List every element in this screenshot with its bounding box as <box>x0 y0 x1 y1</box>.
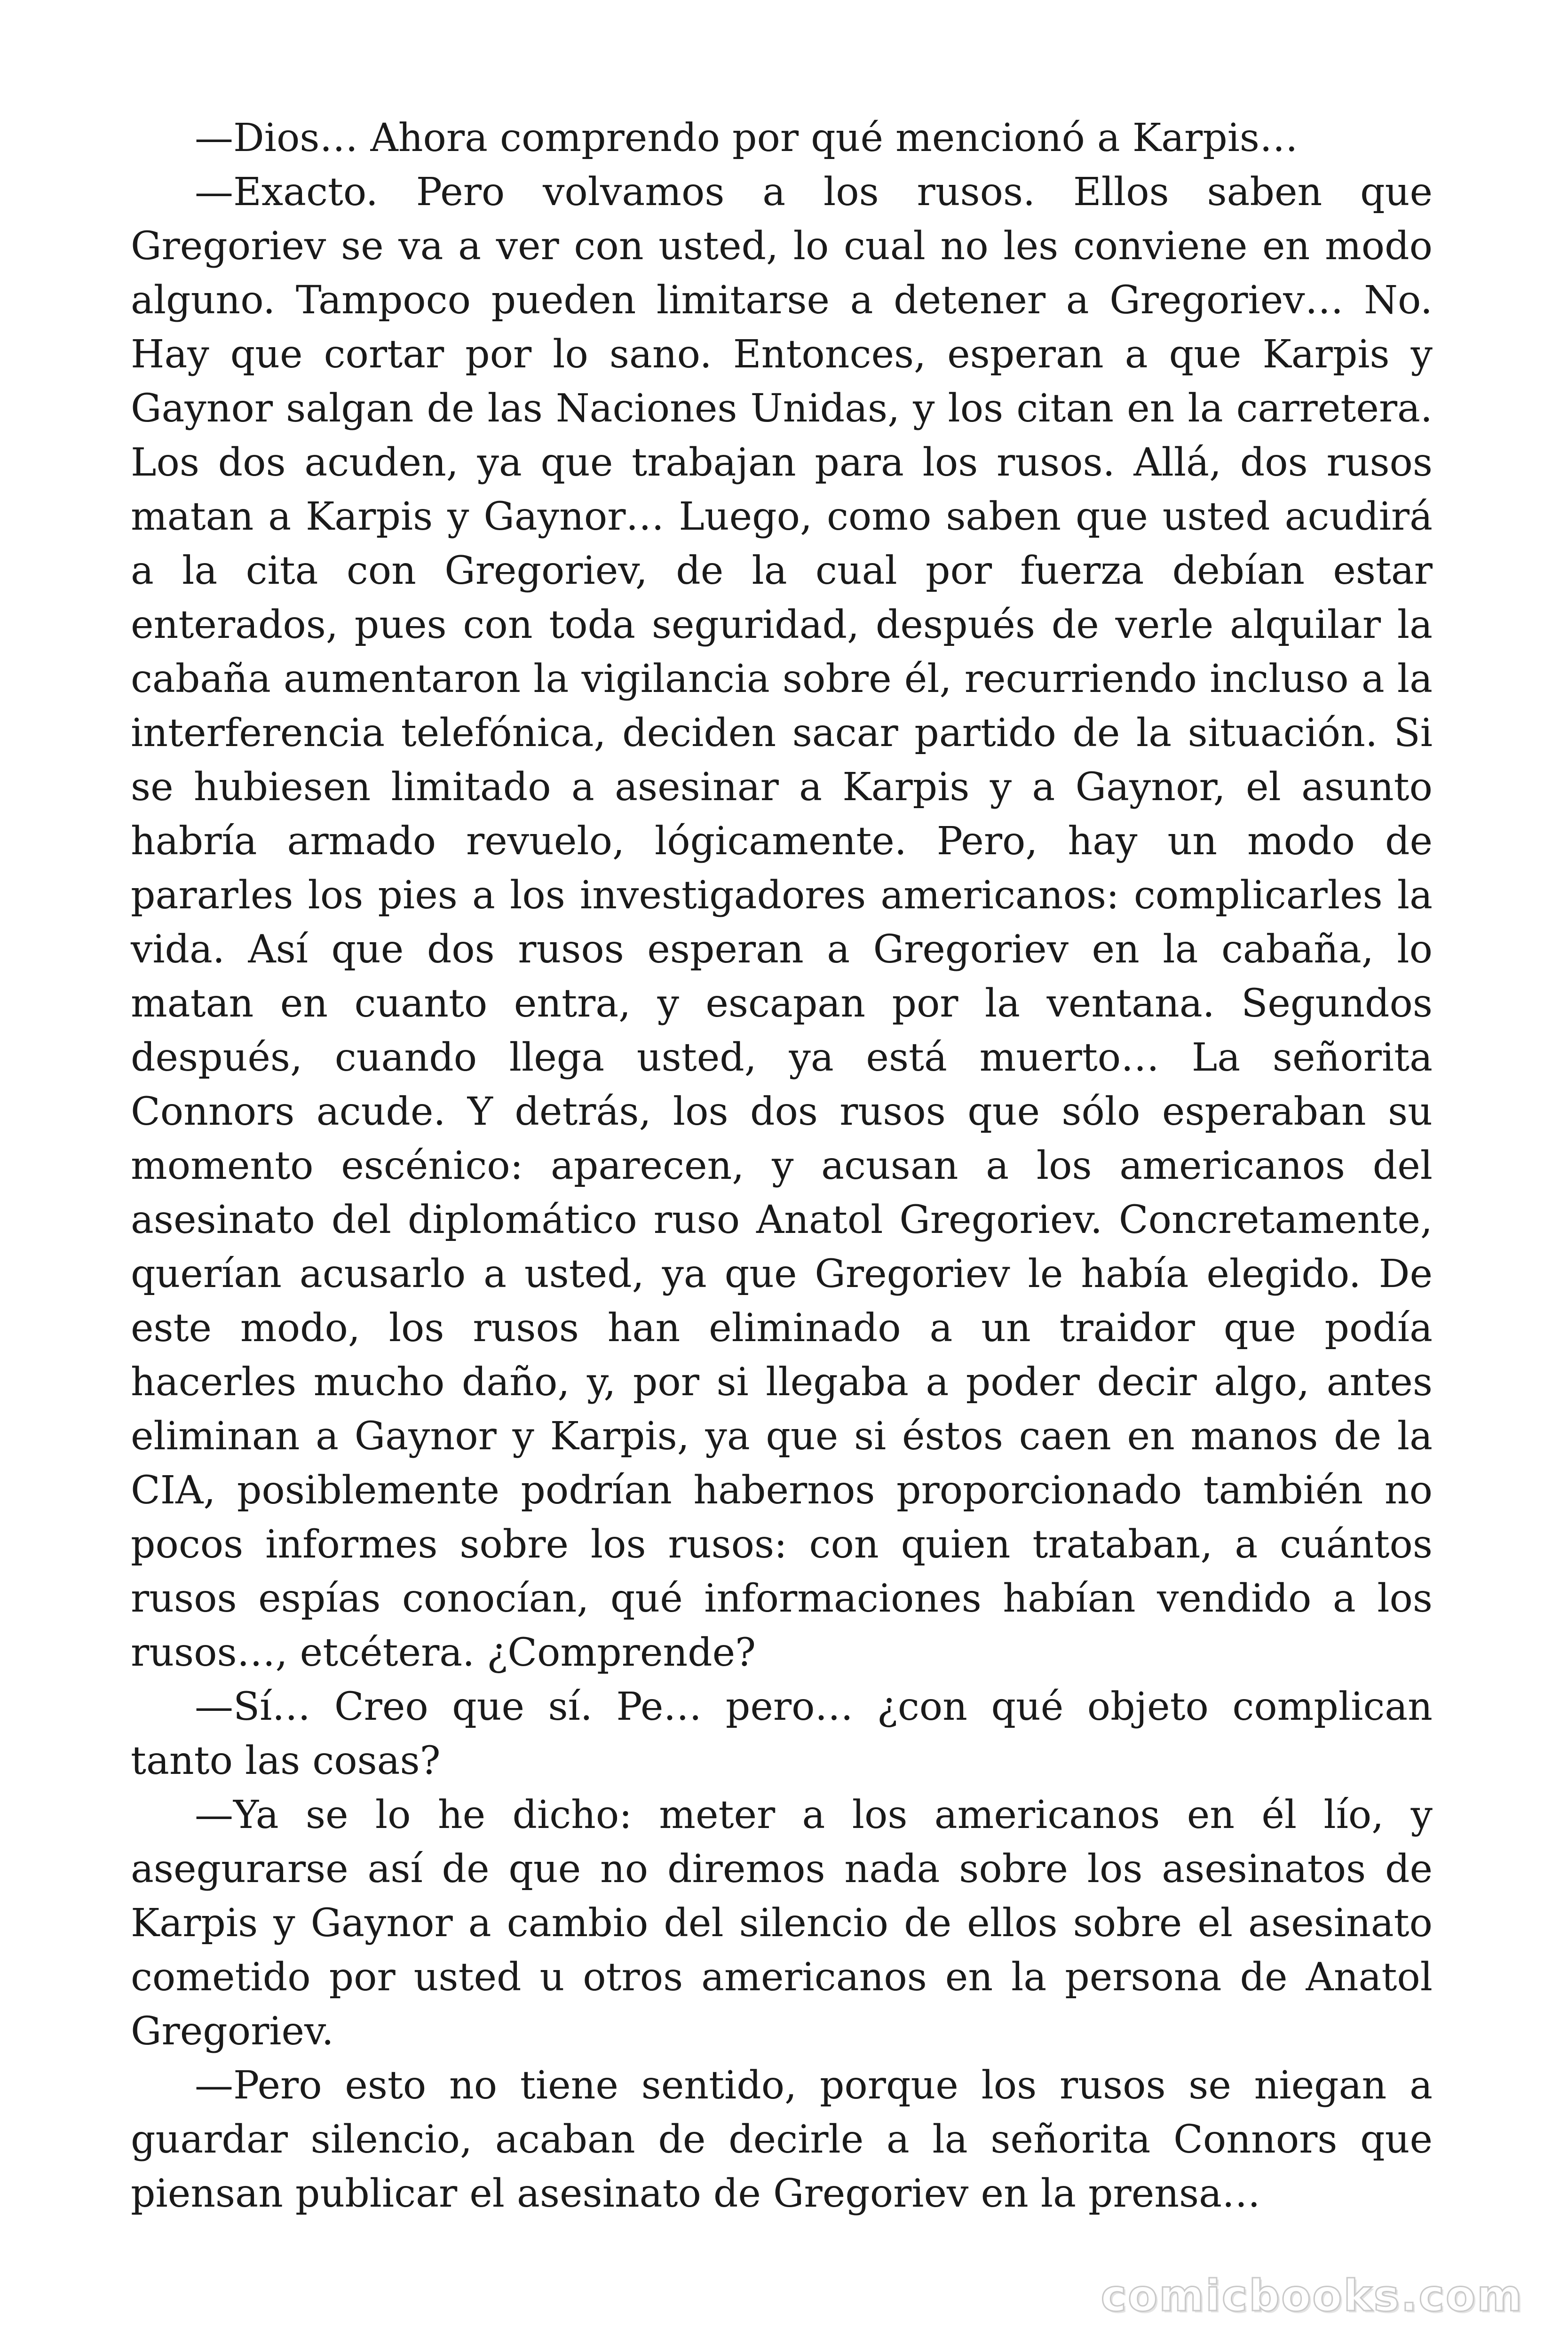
paragraph-5: —Pero esto no tiene sentido, porque los rusos se niegan a guardar silencio, acaban de decirle a la señorita Connors que piensan publicar el asesinato de Gregoriev en la prensa… <box>131 2063 1433 2216</box>
paragraph-3: —Sí… Creo que sí. Pe… pero… ¿con qué objeto complican tanto las cosas? <box>131 1685 1433 1783</box>
watermark: comicbooks.com <box>1101 2271 1523 2321</box>
body-text <box>131 111 1433 2221</box>
paragraph-1: —Dios… Ahora comprendo por qué mencionó a Karpis… <box>195 116 1299 160</box>
paragraph-4: —Ya se lo he dicho: meter a los americanos en él lío, y asegurarse así de que no diremos nada sobre los asesinatos de Karpis y Gaynor a cambio del silencio de ellos sobre el asesinato cometido por usted u otros americanos en la persona de Anatol Gregoriev. <box>131 1793 1433 2054</box>
paragraph-2: —Exacto. Pero volvamos a los rusos. Ellos saben que Gregoriev se va a ver con usted, lo cual no les conviene en modo alguno. Tampoco pueden limitarse a detener a Gregoriev… No. Hay que cortar por lo sano. Entonces, esperan a que Karpis y Gaynor salgan de las Naciones Unidas, y los citan en la carretera. Los dos acuden, ya que trabajan para los rusos. Allá, dos rusos matan a Karpis y Gaynor… Luego, como saben que usted acudirá a la cita con Gregoriev, de la cual por fuerza debían estar enterados, pues con toda seguridad, después de verle alquilar la cabaña aumentaron la vigilancia sobre él, recurriendo incluso a la interferencia telefónica, deciden sacar partido de la situación. Si se hubiesen limitado a asesinar a Karpis y a Gaynor, el asunto habría armado revuelo, lógicamente. Pero, hay un modo de pararles los pies a los investigadores americanos: complicarles la vida. Así que dos rusos esperan a Gregoriev en la cabaña, lo matan en cuanto entra, y escapan por la ventana. Segundos después, cuando llega usted, ya está muerto… La señorita Connors acude. Y detrás, los dos rusos que sólo esperaban su momento escénico: aparecen, y acusan a los americanos del asesinato del diplomático ruso Anatol Gregoriev. Concretamente, querían acusarlo a usted, ya que Gregoriev le había elegido. De este modo, los rusos han eliminado a un traidor que podía hacerles mucho daño, y, por si llegaba a poder decir algo, antes eliminan a Gaynor y Karpis, ya que si éstos caen en manos de la CIA, posiblemente podrían habernos proporcionado también no pocos informes sobre los rusos: con quien trataban, a cuántos rusos espías conocían, qué informaciones habían vendido a los rusos…, etcétera. ¿Comprende? <box>131 170 1433 1675</box>
